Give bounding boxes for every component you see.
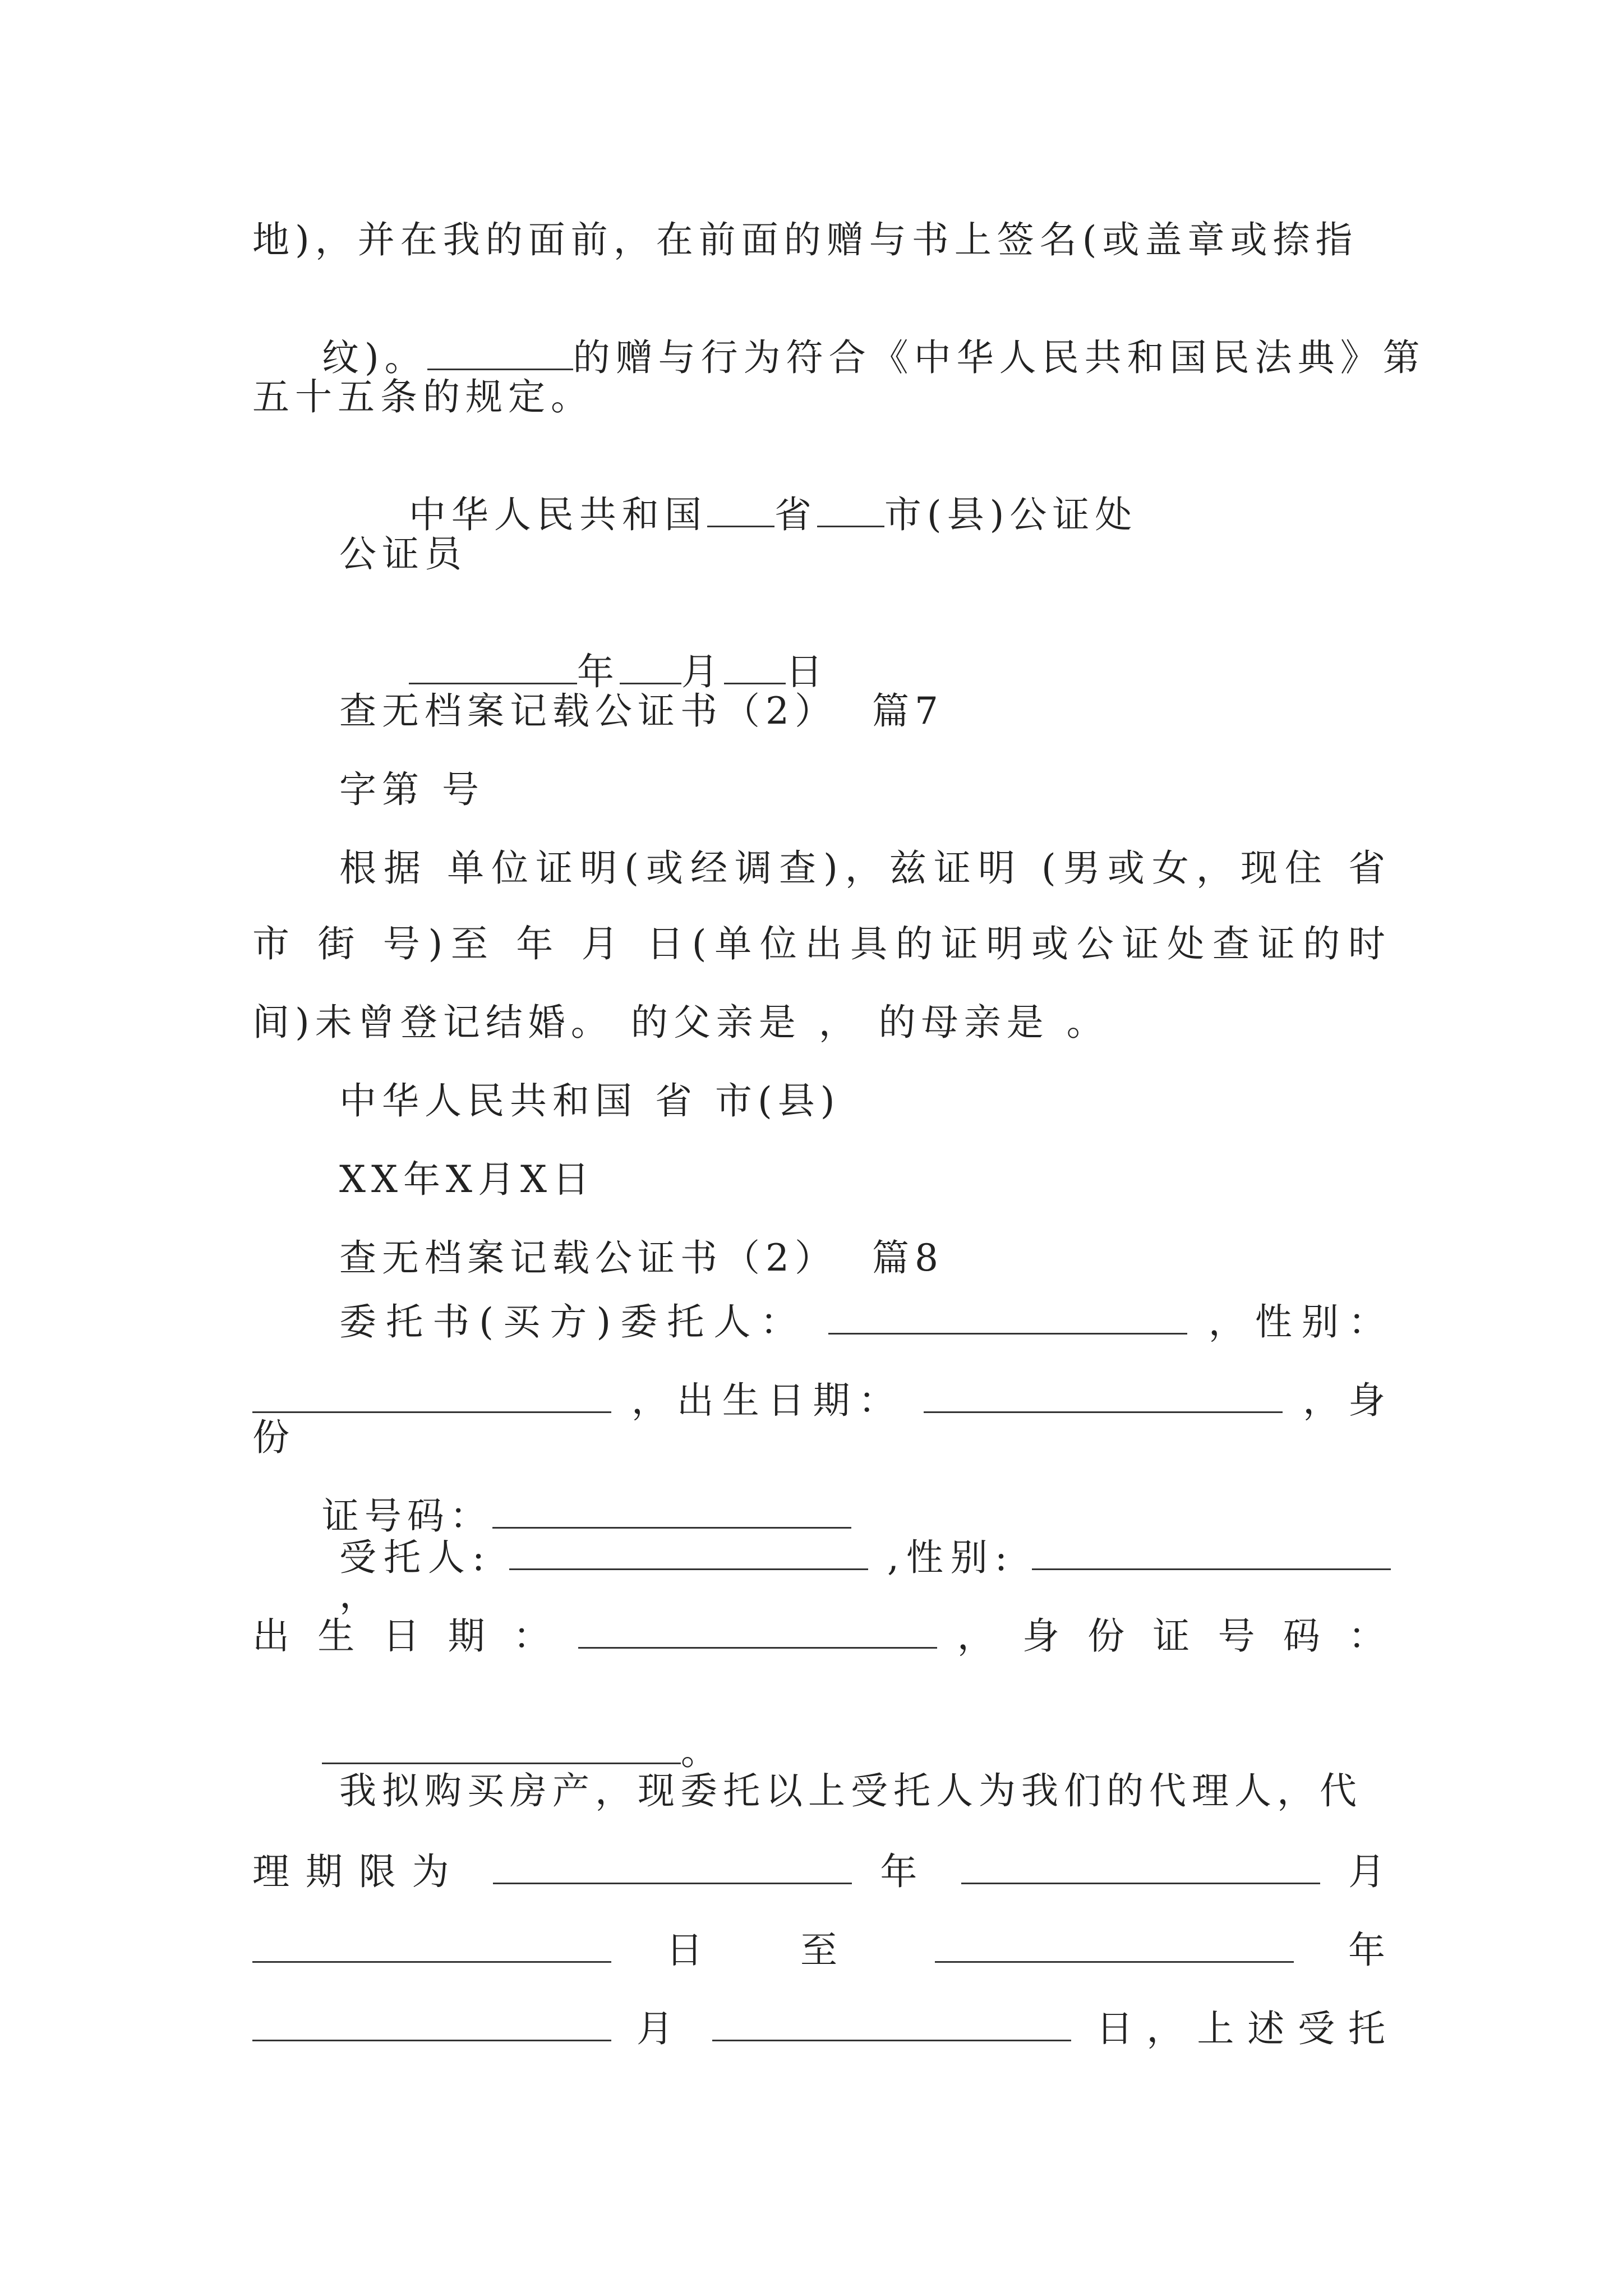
paragraph-line <box>252 1614 1391 1658</box>
paragraph-line <box>252 2007 1391 2051</box>
blank-line <box>252 2008 611 2041</box>
blank-line <box>712 2008 1071 2041</box>
blank-line <box>817 494 884 527</box>
text-fragment: 日 至 <box>666 1929 880 1972</box>
paragraph-line: 我拟购买房产，现委托以上受托人为我们的代理人，代 <box>339 1769 1362 1812</box>
blank-line <box>961 1851 1320 1884</box>
text-fragment: 省 <box>774 493 817 537</box>
text-fragment: 年 <box>577 650 620 694</box>
text-fragment: 日，上述受托 <box>1096 2007 1391 2051</box>
text-fragment: ，身份 <box>252 1379 1391 1460</box>
text-fragment: 市(县)公证处 <box>884 493 1138 537</box>
text-fragment: ，性别： <box>1208 1300 1391 1344</box>
text-fragment: 月 <box>636 2007 687 2051</box>
text-fragment: 证号码： <box>321 1494 492 1538</box>
text-fragment: 日 <box>785 650 828 694</box>
text-fragment: ,性别: <box>887 1536 1013 1580</box>
blank-line <box>707 494 774 527</box>
text-fragment: ， 身 份 证 号 码 ： <box>957 1614 1391 1658</box>
section-heading: 查无档案记载公证书（2） 篇7 <box>339 689 944 733</box>
blank-line <box>409 651 577 684</box>
text-fragment: 受托人: <box>339 1536 491 1580</box>
paragraph-line: 间)未曾登记结婚。 的父亲是 ， 的母亲是 。 <box>252 1001 1109 1044</box>
blank-line <box>252 1930 611 1963</box>
text-fragment: 委托书(买方)委托人： <box>339 1300 807 1344</box>
blank-line <box>578 1616 937 1649</box>
blank-line <box>828 1301 1187 1335</box>
text-fragment: 月 <box>1348 1850 1391 1894</box>
paragraph-line <box>252 1379 1391 1460</box>
paragraph-line: 字第 号 <box>339 768 485 811</box>
paragraph-line: 市 街 号)至 年 月 日(单位出具的证明或公证处查证的时 <box>252 922 1391 965</box>
text-fragment: 。 <box>680 1730 723 1774</box>
text-fragment: 年 <box>1348 1929 1391 1972</box>
paragraph-line: 五十五条的规定。 <box>252 375 593 418</box>
blank-line <box>724 651 786 684</box>
blank-line <box>427 337 573 370</box>
text-fragment: ，出生日期： <box>631 1379 904 1423</box>
blank-line <box>492 1496 851 1529</box>
blank-line <box>935 1930 1294 1963</box>
paragraph-line <box>339 1300 1391 1344</box>
paragraph-line: 公证员 <box>339 532 467 576</box>
text-fragment: 的赠与行为符合《中华人民共和国民法典》第 <box>573 336 1426 380</box>
text-fragment: 年 <box>880 1850 934 1894</box>
paragraph-line: 中华人民共和国 省 市(县) <box>339 1079 841 1122</box>
paragraph-line: 根据 单位证明(或经调查)，兹证明 (男或女，现住 省 <box>339 846 1391 890</box>
text-fragment: 纹)。 <box>321 336 427 380</box>
text-fragment: 中华人民共和国 <box>408 493 707 537</box>
blank-line <box>252 1380 611 1413</box>
text-fragment: 理期限为 <box>252 1850 465 1894</box>
blank-line <box>924 1380 1283 1413</box>
blank-line <box>620 651 681 684</box>
text-fragment: ， <box>339 1573 382 1617</box>
paragraph-line: XX年X月X日 <box>339 1158 595 1201</box>
paragraph-line <box>252 1929 1391 1972</box>
blank-line <box>509 1537 868 1570</box>
text-fragment: 月 <box>681 650 724 694</box>
blank-line <box>322 1731 681 1764</box>
blank-line <box>493 1851 852 1884</box>
paragraph-line <box>339 1536 1391 1617</box>
text-fragment: 出 生 日 期 ： <box>252 1614 559 1658</box>
section-heading: 查无档案记载公证书（2） 篇8 <box>339 1236 944 1280</box>
paragraph-line <box>252 1850 1391 1894</box>
paragraph-line: 地)，并在我的面前，在前面的赠与书上签名(或盖章或捺指 <box>252 218 1358 261</box>
blank-line <box>1032 1537 1391 1570</box>
